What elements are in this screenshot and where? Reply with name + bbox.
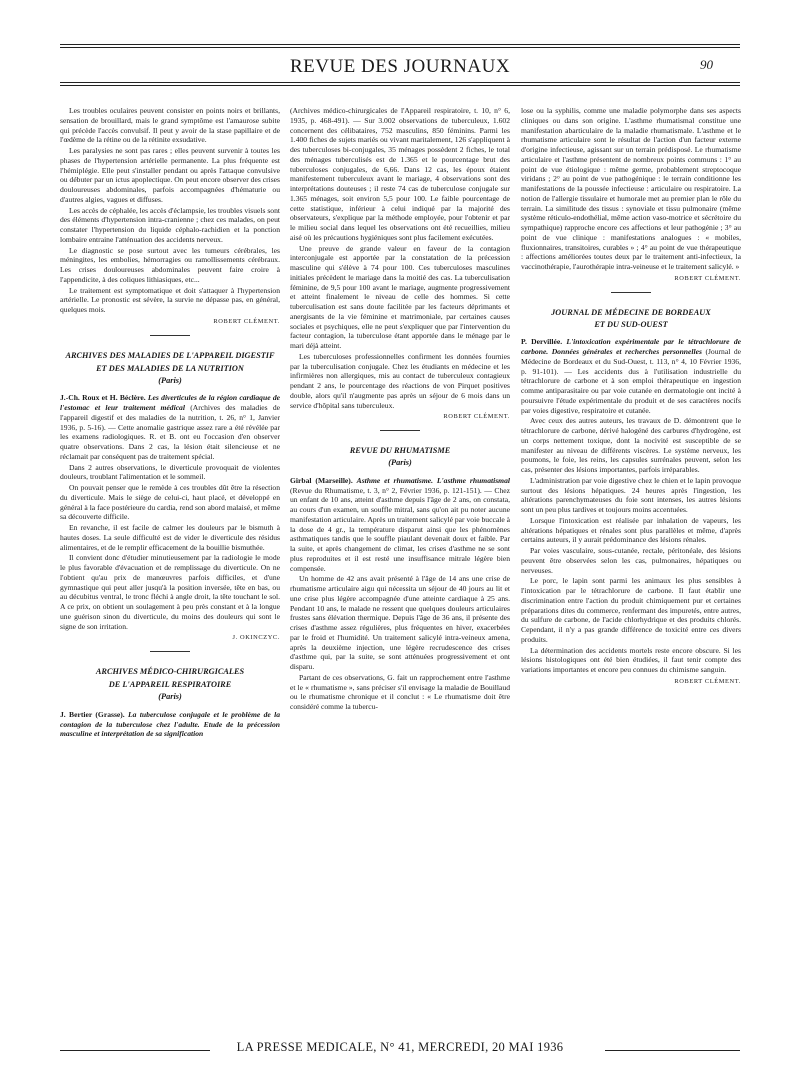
signature: J. OKINCZYC.	[232, 634, 280, 642]
signature: ROBERT CLÉMENT.	[674, 677, 741, 685]
journal-city: (Paris)	[158, 692, 182, 701]
article-authors: J.-Ch. Roux et H. Béclère.	[60, 393, 146, 403]
paragraph: Avec ceux des autres auteurs, les travaux de D. démontrent que le tétrachlorure de carbone, dérivé halogéné des carbures d'hydrogène, est un corps nettement toxique, dont la nocivité est susceptible de se manifester au niveau de différents viscères. Le système nerveux, les poumons, le foie, les reins, les capsules surrénales peuvent, selon les cas, présenter des lésions importantes, parfois irréparables.	[521, 416, 741, 474]
paragraph: Le porc, le lapin sont parmi les animaux les plus sensibles à l'intoxication par le tétrachlorure de carbone. Il faut établir une discrimination entre l'action du produit chimiquement pur et certaines préparations dites du commerce, renfermant des impuretés, entre autres, du sulfure de carbone, de l'acide chlorhydrique et des produits chlorés. Cependant, il n'y a pas grande différence de toxicité entre ces divers produits.	[521, 576, 741, 644]
journal-heading-line2: ET DES MALADIES DE LA NUTRITION	[96, 363, 244, 373]
article-title: La tuberculose conjugale et le problème de la contagion de la tuberculose chez l'adulte. Etude de la précession masculine et interprétation de sa signification	[60, 709, 280, 739]
article-lead	[60, 710, 280, 739]
journal-section-title: REVUE DES JOURNAUX	[289, 56, 511, 77]
paragraph: lose ou la syphilis, comme une maladie polymorphe dans ses aspects cliniques ou dans son origine. L'asthme rhumatismal constitue une manifestation abarticulaire de la maladie rhumatismale. L'asthme et le rhumatisme articulaire sont le résultat de l'action d'un facteur externe d'origine infectieuse, agissant sur un terrain prédisposé. Le rhumatisme articulaire et l'asthme présentent de nombreux points communs : 1° au point de vue étiologique : même germe, probablement streptocoque viridans ; 2° au point de vue pathogénique : le terrain conditionne les manifestations de la poussée infectieuse : articulaire ou respiratoire. La notion de l'allergie tissulaire et humorale met au premier plan le rôle du terrain. La similitude des tissus : synoviale et tissu pulmonaire (même système réticulo-endothélial, même action vaso-motrice et sécrétoire du sympathique) rapproche encore ces affections et leur pathogénie ; 3° au point de vue clinique : manifestations analogues : « mobiles, fluxionnaires, transitoires, curables » ; 4° au point de vue thérapeutique : affections améliorées toutes deux par le traitement anti-infectieux, la vaccinothérapie, l'aurothérapie intra-veineuse et le traitement salicylé. »	[521, 106, 741, 271]
paragraph: Les paralysies ne sont pas rares ; elles peuvent survenir à toutes les phases de l'hypertension artérielle permanente. La plus fréquente est l'hémiplégie. Elle peut s'installer pendant ou après l'attaque convulsive ou débuter par un ictus apoplectique. On peut encore observer des crises douloureuses abdominales, parfois accompagnées d'hématurie ou d'autres algies, vagues et diffuses.	[60, 146, 280, 204]
paragraph: La détermination des accidents mortels reste encore obscure. Si les lésions histologiques ont été bien étudiées, il faut tenir compte des variations importantes et encore peu connues du chimisme sanguin.	[521, 645, 741, 674]
column-left	[60, 106, 280, 740]
article-authors: J. Bertier (Grasse).	[60, 709, 125, 719]
header-rule-bottom-2	[60, 85, 740, 86]
signature: ROBERT CLÉMENT.	[674, 274, 741, 282]
journal-heading: REVUE DU RHUMATISME	[349, 446, 451, 455]
separator	[150, 651, 190, 652]
journal-heading-line2: ET DU SUD-OUEST	[594, 319, 668, 329]
signature: ROBERT CLÉMENT.	[213, 317, 280, 325]
article-title: Asthme et rhumatisme. L'asthme rhumatismal	[356, 475, 510, 485]
separator	[380, 430, 420, 431]
article-reference: (Revue du Rhumatisme, t. 3, n° 2, Février 1936, p. 121-151). — Chez un enfant de 10 ans, atteint d'asthme depuis l'âge de 2 ans, on constata, au cours d'un examen, un souffle mitral, sans qu'on ait pu noter aucune manifestation articulaire. Après un traitement salicylé par voie buccale à la dose de 4 gr., la température disparut ainsi que les phénomènes asthmatiques tandis que le souffle piaulant devenait doux et faible. Par la suite, et après changement de climat, les crises d'asthme ne se sont plus reproduites et il est resté une insuffisance mitrale légère bien compensée.	[290, 485, 510, 573]
separator	[611, 292, 651, 293]
journal-heading: JOURNAL DE MÉDECINE DE BORDEAUX	[551, 307, 711, 317]
paragraph: (Archives médico-chirurgicales de l'Appareil respiratoire, t. 10, n° 6, 1935, p. 468-491). — Sur 3.002 observations de tuberculeux, 1.602 concernent des célibataires, 752 masculins, 850 féminins. Parmi les 1.400 fiches de sujets mariés ou vivant maritalement, 126 s'appliquent à des tuberculoses bi-conjugales, 35 ménages possèdent 2 fiches, le total des ménages tuberculisés est de 1.365 et le pourcentage brut des tuberculoses conjugales, de 6,66. Dans 12 cas, les époux étaient manifestement tuberculeux avant le mariage, 4 observations sont des interprétations douteuses ; il reste 74 cas de tuberculose conjugale sur 1.365 ménages, soit environ 5,5 pour 100. Le faible pourcentage de cette statistique, inférieur à celui indiqué par la majorité des observateurs, s'explique par la méthode employée, pour l'obtenir et par le milieu social dans lequel les observations ont été recueillies, milieu aisé où les précautions hygiéniques sont plus facilement exécutées.	[290, 106, 510, 242]
paragraph: Les accès de céphalée, les accès d'éclampsie, les troubles visuels sont des éléments d'hypertension intra-cranienne ; chez ces malades, on peut constater l'hypertension du liquide céphalo-rachidien et la ponction lombaire entraine l'atténuation des accidents nerveux.	[60, 205, 280, 244]
paragraph: Dans 2 autres observations, le diverticule provoquait de violentes douleurs, troublant l'alimentation et le sommeil.	[60, 462, 280, 482]
journal-heading: ARCHIVES MÉDICO-CHIRURGICALES	[95, 667, 245, 676]
paragraph: Les tuberculoses professionnelles confirment les données fournies par la tuberculisation conjugale. Chez les étudiants en médecine et les infirmières non allergiques, mis au contact de tuberculeux contagieux pendant 2 ans, le pourcentage des réactions de von Pirquet positives double, alors qu'il n'augmente pas après un séjour de 6 mois dans un service d'hôpital sans tuberculeux.	[290, 351, 510, 410]
paragraph: Les troubles oculaires peuvent consister en points noirs et brillants, sensation de brouillard, mais le grand symptôme est l'amaurose subite qui précède l'accès convulsif. Il peut y avoir de la stase papillaire et de l'œdème de la rétine ou de la rétinite exsudative.	[60, 106, 280, 145]
page-number: 90	[700, 57, 713, 72]
article-lead	[290, 476, 510, 574]
header-rule-top	[60, 44, 740, 45]
journal-city: (Paris)	[388, 458, 412, 467]
article-title: L'intoxication expérimentale par le tétrachlorure de carbone. Données générales et recherches personnelles	[521, 337, 741, 356]
paragraph: Le diagnostic se pose surtout avec les tumeurs cérébrales, les méningites, les embolies, hémorragies ou ramollissements cérébraux. Les crises douloureuses abdominales peuvent faire croire à l'appendicite, à des coliques lithiasiques, etc...	[60, 245, 280, 284]
footer-publication-line: LA PRESSE MEDICALE, N° 41, MERCREDI, 20 MAI 1936	[236, 1040, 564, 1054]
article-authors: P. Dervillée.	[521, 337, 563, 347]
column-middle	[290, 106, 510, 713]
article-reference: (Journal de Médecine de Bordeaux et du Sud-Ouest, t. 113, n° 4, 10 Février 1936, p. 91-101). — Les accidents dus à l'utilisation industrielle du tétrachlorure de carbone et à son emploi thérapeutique en ingestion comme antiparasitaire ou par voie cutanée en dermatologie ont incité à poursuivre l'étude expérimentale du produit et de ses caractères nocifs par voies digestive, respiratoire et cutanée.	[521, 347, 741, 415]
paragraph: En revanche, il est facile de calmer les douleurs par le bismuth à hautes doses. La seule difficulté est de vider le diverticule des résidus alimentaires, et de le remplir efficacement de la bouillie bismuthée.	[60, 523, 280, 552]
paragraph: Un homme de 42 ans avait présenté à l'âge de 14 ans une crise de rhumatisme articulaire aigu qui nécessita un séjour de 40 jours au lit et une crise plus légère accompagnée d'une atteinte cardiaque à 25 ans. Pendant 10 ans, le malade ne ressent que quelques douleurs articulaires frustes sans élévation thermique. Depuis l'âge de 36 ans, il présente des crises d'asthme assez régulières, plus fréquentes en hiver, exacerbées par le froid et l'humidité. Un traitement salicylé intra-veineux amena, après la deuxième injection, une légère recrudescence des crises d'asthme qui, par la suite, se sont atténuées progressivement et ont disparu.	[290, 574, 510, 671]
article-lead	[521, 337, 741, 415]
paragraph: On pouvait penser que le remède à ces troubles dût être la résection du diverticule. Mais le siège de celui-ci, haut placé, et développé en général à la face postérieure du cardia, rend son abord malaisé, et même sa découverte difficile.	[60, 483, 280, 522]
journal-city: (Paris)	[158, 375, 182, 385]
paragraph: Le traitement est symptomatique et doit s'attaquer à l'hypertension artérielle. Le pronostic est sévère, la survie ne dépasse pas, en général, quelques mois.	[60, 285, 280, 314]
paragraph: Il convient donc d'étudier minutieusement par la radiologie le mode le plus favorable d'évacuation et de remplissage du diverticule. On ne l'obtient qu'au prix de manœuvres parfois difficiles, et d'une gymnastique qui peut aller jusqu'à la position inversée, tête en bas, ou au décubitus ventral, le tronc fléchi à angle droit, la tête touchant le sol. A ce prix, on obtient un soulagement à peu près constant et à la longue une guérison sinon du diverticule, du moins des douleurs qui sont le signe de son irritation.	[60, 553, 280, 631]
journal-heading-line2: DE L'APPAREIL RESPIRATOIRE	[108, 680, 232, 689]
journal-heading: ARCHIVES DES MALADIES DE L'APPAREIL DIGESTIF	[65, 350, 275, 360]
column-right	[521, 106, 741, 693]
paragraph: Par voies vasculaire, sous-cutanée, rectale, péritonéale, des lésions peuvent être observées selon les cas, pulmonaires, hépatiques ou nerveuses.	[521, 546, 741, 575]
signature: ROBERT CLÉMENT.	[443, 413, 510, 421]
header-rule-bottom	[60, 82, 740, 83]
paragraph: Une preuve de grande valeur en faveur de la contagion interconjugale est apportée par la constatation de la précession masculine qui s'élève à 74 pour 100. Ces tuberculoses masculines initiales précèdent le mariage dans la moitié des cas. La tuberculisation féminine, de 9,5 pour 100 avant le mariage, augmente progressivement et atteint finalement le niveau de celle des hommes. Si cette tuberculisation est sans doute facilitée par les facteurs déprimants et anergisants de la vie féminine et matrimoniale, par certaines causes sociales et psychiques, elle ne peut s'expliquer que par l'intervention du facteur contagion, la tuberculose étant apportée dans le ménage par le mari déjà atteint.	[290, 243, 510, 350]
paragraph: L'administration par voie digestive chez le chien et le lapin provoque surtout des lésions hépatiques. 24 heures après l'ingestion, les altérations parenchymateuses du foie sont intenses, les autres lésions sont un peu plus tardives et toujours moins accentuées.	[521, 475, 741, 514]
paragraph: Partant de ces observations, G. fait un rapprochement entre l'asthme et le « rhumatisme », sans préciser s'il envisage la maladie de Bouillaud ou le rhumatisme chronique et il conclut : « Le rhumatisme doit être considéré comme la tubercu-	[290, 672, 510, 711]
separator	[150, 335, 190, 336]
header-rule-top-2	[60, 47, 740, 48]
article-authors: Girbal (Marseille).	[290, 475, 353, 485]
paragraph: Lorsque l'intoxication est réalisée par inhalation de vapeurs, les altérations hépatiques et rénales sont plus parallèles et même, d'après certains auteurs, il y aurait prédominance des lésions rénales.	[521, 515, 741, 545]
article-reference: (Archives des maladies de l'appareil digestif et des maladies de la nutrition, t. 26, n° 1, Janvier 1936, p. 5-16). — Cette anomalie gastrique assez rare a été révélée par les examens radiologiques. R. et B. ont eu l'occasion d'en observer quatre observations. Dans 2 cas, la lésion était silencieuse et ne réclamait par conséquent pas de traitement spécial.	[60, 403, 280, 461]
article-title: Les diverticules de la région cardiaque de l'estomac et leur traitement médical	[60, 393, 280, 412]
article-lead	[60, 393, 280, 461]
